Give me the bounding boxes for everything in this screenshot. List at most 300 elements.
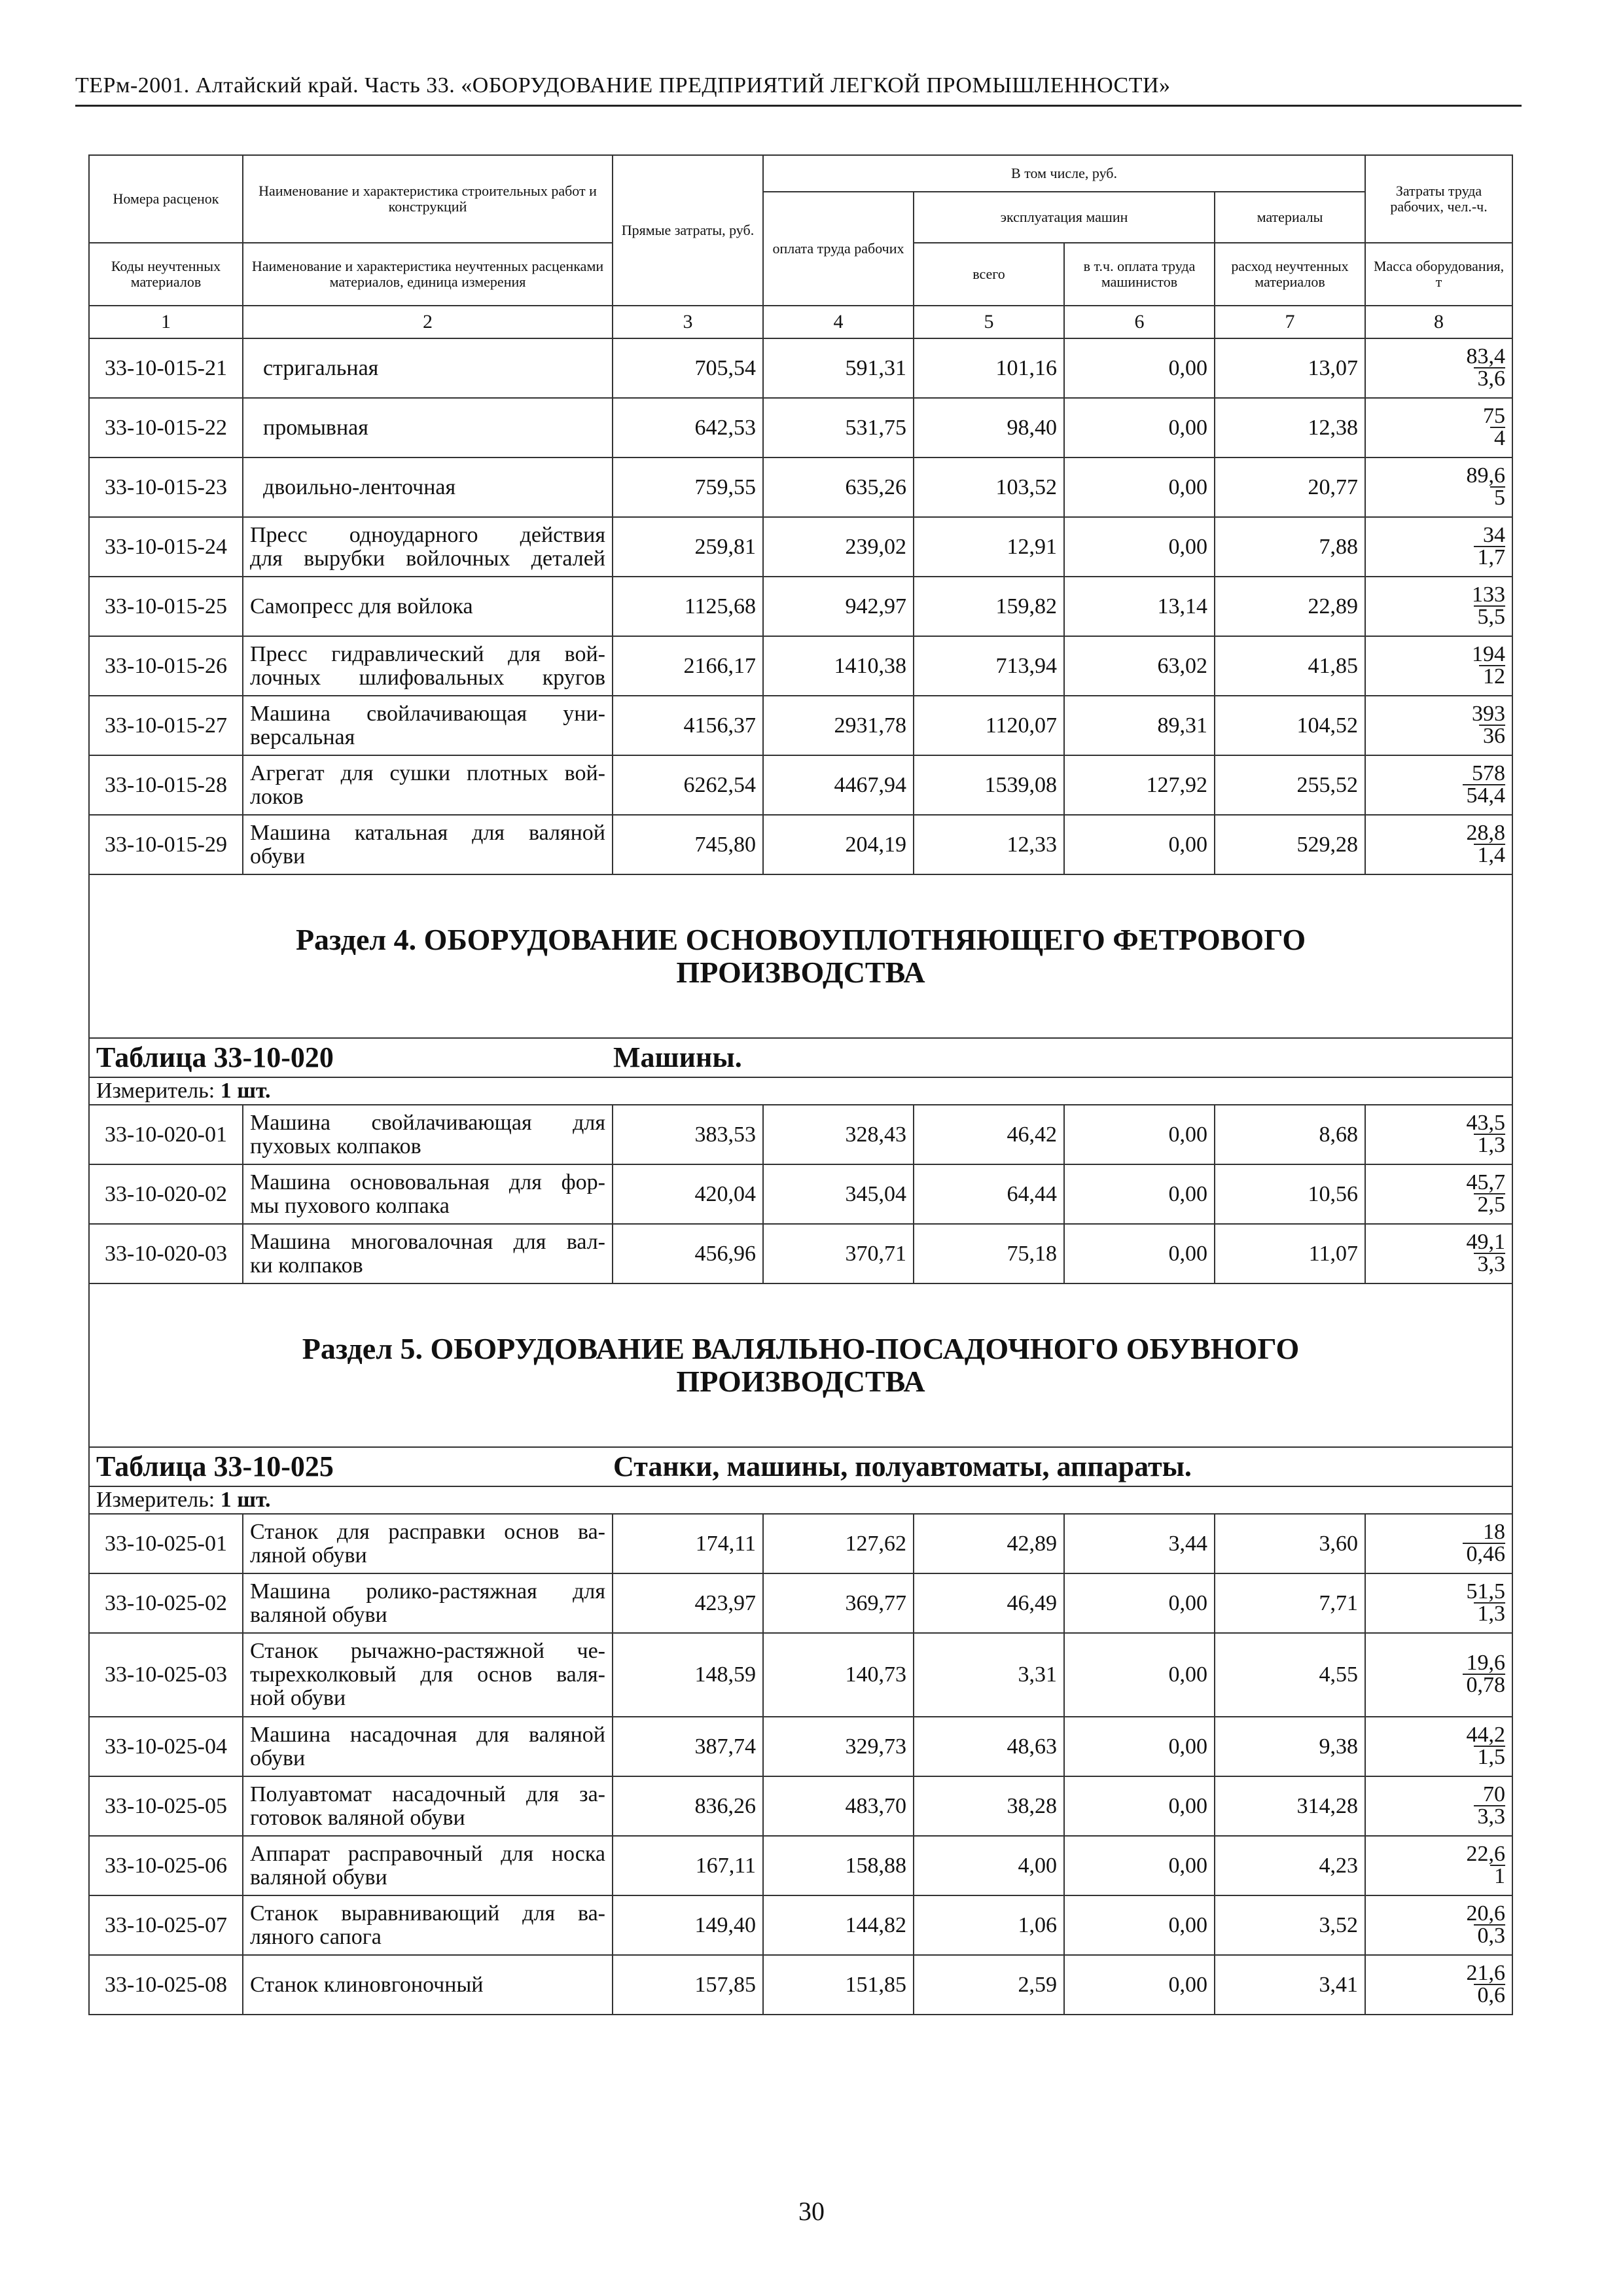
direct-costs: 383,53 [613,1105,763,1164]
table-row [89,1105,1512,1164]
direct-costs: 149,40 [613,1895,763,1955]
labor-pay: 127,62 [763,1514,914,1573]
machinist-pay: 0,00 [1064,1776,1215,1836]
machinist-pay: 0,00 [1064,398,1215,457]
labor-mass-fraction [1365,1955,1512,2015]
labor-mass-fraction [1365,1836,1512,1895]
mass-value: 36 [1479,725,1505,747]
labor-costs-value: 44,2 [1466,1722,1506,1747]
rate-code: 33-10-015-29 [89,815,243,874]
work-name [243,1224,613,1283]
labor-costs-value: 393 [1472,701,1506,726]
labor-pay: 635,26 [763,457,914,517]
materials-cost: 104,52 [1215,696,1365,755]
machine-total: 12,33 [914,815,1064,874]
materials-cost: 255,52 [1215,755,1365,815]
table-row [89,457,1512,517]
work-name [243,1164,613,1224]
work-name-line: для вырубки войлочных деталей [250,546,605,571]
work-name-line: валяной обуви [250,1865,387,1890]
labor-costs-value: 19,6 [1466,1651,1506,1675]
machine-total: 3,31 [914,1633,1064,1717]
labor-mass-fraction [1365,1224,1512,1283]
labor-costs-value: 133 [1472,582,1506,607]
mass-value: 0,6 [1474,1984,1506,2006]
rate-code: 33-10-020-01 [89,1105,243,1164]
labor-pay: 345,04 [763,1164,914,1224]
table-row [89,1573,1512,1633]
labor-costs-value: 43,5 [1466,1110,1506,1135]
work-name: двоильно-ленточная [243,457,613,517]
machinist-pay: 63,02 [1064,636,1215,696]
rate-code: 33-10-025-03 [89,1633,243,1717]
materials-cost: 41,85 [1215,636,1365,696]
direct-costs: 642,53 [613,398,763,457]
work-name [243,1514,613,1573]
rates-table [88,154,1513,2015]
table-row [89,755,1512,815]
machine-total-header: всего [914,243,1064,306]
labor-pay: 329,73 [763,1717,914,1776]
column-number: 1 [89,306,243,338]
including-header: В том числе, руб. [763,155,1365,192]
mass-value: 3,6 [1474,367,1506,389]
rate-code: 33-10-025-05 [89,1776,243,1836]
labor-pay: 328,43 [763,1105,914,1164]
direct-costs: 745,80 [613,815,763,874]
work-name [243,1717,613,1776]
machinist-pay: 0,00 [1064,1164,1215,1224]
work-name [243,517,613,577]
table-row [89,1836,1512,1895]
materials-header: материалы [1215,192,1365,243]
labor-costs-value: 34 [1483,522,1506,547]
labor-costs-value: 83,4 [1466,344,1506,368]
labor-pay: 942,97 [763,577,914,636]
machine-total: 98,40 [914,398,1064,457]
table-id: Таблица 33-10-020 [96,1041,334,1073]
labor-pay: 158,88 [763,1836,914,1895]
direct-costs: 759,55 [613,457,763,517]
labor-pay: 239,02 [763,517,914,577]
table-row [89,636,1512,696]
materials-cost: 7,88 [1215,517,1365,577]
rate-code: 33-10-015-26 [89,636,243,696]
direct-costs: 1125,68 [613,577,763,636]
machinist-pay: 127,92 [1064,755,1215,815]
work-name: Станок клиновгоночный [243,1955,613,2015]
rate-code: 33-10-015-21 [89,338,243,398]
direct-costs: 387,74 [613,1717,763,1776]
materials-cost: 7,71 [1215,1573,1365,1633]
materials-cost: 22,89 [1215,577,1365,636]
labor-costs-value: 22,6 [1466,1841,1506,1866]
column-number: 8 [1365,306,1512,338]
work-name-line: ляной обуви [250,1543,367,1568]
work-name-line: обуви [250,1746,306,1770]
section-title-line: ПРОИЗВОДСТВА [676,956,925,989]
section-title-line: Раздел 4. ОБОРУДОВАНИЕ ОСНОВОУПЛОТНЯЮЩЕГО ФЕТРОВОГО [295,923,1306,956]
machinist-pay: 13,14 [1064,577,1215,636]
machinist-pay: 0,00 [1064,1573,1215,1633]
machinist-pay: 3,44 [1064,1514,1215,1573]
machinist-pay: 0,00 [1064,1224,1215,1283]
work-name-line: Машина катальная для валяной [250,820,605,845]
work-name-line: Машина свойлачивающая уни- [250,701,605,726]
mass-value: 12 [1479,665,1505,687]
machinist-pay: 0,00 [1064,517,1215,577]
work-name-line: мы пухового колпака [250,1193,450,1218]
rate-code: 33-10-025-07 [89,1895,243,1955]
work-name-line: пуховых колпаков [250,1134,421,1158]
mass-value: 2,5 [1474,1193,1506,1215]
machinist-pay: 0,00 [1064,1895,1215,1955]
machine-total: 2,59 [914,1955,1064,2015]
rate-code: 33-10-025-01 [89,1514,243,1573]
work-name-line: версальная [250,725,355,749]
header-rule [75,105,1522,107]
table-row [89,696,1512,755]
table-caption [89,1038,1512,1077]
labor-mass-fraction [1365,338,1512,398]
labor-costs-value: 20,6 [1466,1901,1506,1926]
materials-use-header: расход неучтенных материалов [1215,243,1365,306]
direct-costs: 4156,37 [613,696,763,755]
section-title-line: Раздел 5. ОБОРУДОВАНИЕ ВАЛЯЛЬНО-ПОСАДОЧНОГО ОБУВНОГО [302,1332,1300,1365]
rate-code: 33-10-015-22 [89,398,243,457]
labor-pay: 144,82 [763,1895,914,1955]
table-caption-row [89,1038,1512,1077]
machine-total: 46,42 [914,1105,1064,1164]
labor-costs-value: 578 [1472,761,1506,785]
section-heading-row [89,874,1512,1038]
section-title-line: ПРОИЗВОДСТВА [676,1365,925,1398]
labor-pay: 151,85 [763,1955,914,2015]
direct-costs: 836,26 [613,1776,763,1836]
table-row [89,338,1512,398]
table-id: Таблица 33-10-025 [96,1450,334,1482]
labor-costs-value: 21,6 [1466,1960,1506,1985]
material-code-header: Коды неучтенных материалов [89,243,243,306]
labor-mass-fraction [1365,1105,1512,1164]
work-name [243,1633,613,1717]
labor-mass-fraction [1365,1776,1512,1836]
work-name-line: ной обуви [250,1686,346,1710]
mass-value: 5 [1490,486,1505,509]
work-name-line: тырехколковый для основ валя- [250,1662,605,1687]
table-name: Машины. [613,1041,742,1073]
machine-total: 48,63 [914,1717,1064,1776]
machinist-pay: 0,00 [1064,338,1215,398]
labor-costs-value: 70 [1483,1782,1506,1806]
rate-code-header: Номера расценок [89,155,243,243]
work-name [243,755,613,815]
column-number: 4 [763,306,914,338]
labor-mass-fraction [1365,398,1512,457]
mass-value: 1,3 [1474,1134,1506,1156]
work-name-line: локов [250,784,304,809]
column-number: 3 [613,306,763,338]
unit-label: Измеритель: [96,1488,215,1512]
unit-line [89,1077,1512,1105]
table-row [89,577,1512,636]
labor-mass-fraction [1365,1895,1512,1955]
mass-value: 1 [1490,1865,1505,1887]
table-row [89,1633,1512,1717]
machine-total: 101,16 [914,338,1064,398]
materials-cost: 3,41 [1215,1955,1365,2015]
direct-costs: 2166,17 [613,636,763,696]
rate-code: 33-10-015-23 [89,457,243,517]
machine-total: 713,94 [914,636,1064,696]
table-row [89,1164,1512,1224]
materials-cost: 12,38 [1215,398,1365,457]
labor-pay-header: оплата труда рабочих [763,192,914,306]
direct-costs: 157,85 [613,1955,763,2015]
labor-costs-value: 18 [1483,1519,1506,1544]
section-4-title [89,874,1512,1038]
labor-pay: 591,31 [763,338,914,398]
work-name [243,636,613,696]
page-number: 30 [798,2197,825,2226]
labor-mass-fraction [1365,457,1512,517]
table-row [89,1955,1512,2015]
labor-mass-fraction [1365,1717,1512,1776]
labor-pay: 1410,38 [763,636,914,696]
machine-ops-header: эксплуатация машин [914,192,1215,243]
work-name-line: Машина ролико-растяжная для [250,1579,605,1604]
work-name-line: готовок валяной обуви [250,1805,465,1830]
unit-label: Измеритель: [96,1079,215,1103]
materials-cost: 13,07 [1215,338,1365,398]
table-row [89,1514,1512,1573]
labor-mass-fraction [1365,636,1512,696]
work-name-line: Машина многовалочная для вал- [250,1229,605,1254]
labor-costs-value: 49,1 [1466,1229,1506,1254]
column-number: 6 [1064,306,1215,338]
materials-cost: 9,38 [1215,1717,1365,1776]
labor-costs-header: Затраты труда рабочих, чел.-ч. [1365,155,1512,243]
machine-total: 75,18 [914,1224,1064,1283]
rate-code: 33-10-025-02 [89,1573,243,1633]
unit-value: 1 шт. [220,1079,271,1103]
materials-cost: 8,68 [1215,1105,1365,1164]
labor-pay: 4467,94 [763,755,914,815]
labor-pay: 483,70 [763,1776,914,1836]
labor-pay: 370,71 [763,1224,914,1283]
table-row [89,1717,1512,1776]
labor-pay: 140,73 [763,1633,914,1717]
labor-costs-value: 45,7 [1466,1170,1506,1194]
work-name [243,1573,613,1633]
work-name-line: Пресс гидравлический для вой- [250,641,605,666]
machinist-pay: 0,00 [1064,815,1215,874]
labor-mass-fraction [1365,577,1512,636]
machine-total: 42,89 [914,1514,1064,1573]
machine-total: 64,44 [914,1164,1064,1224]
labor-mass-fraction [1365,755,1512,815]
mass-value: 4 [1490,427,1505,449]
work-name [243,1776,613,1836]
labor-mass-fraction [1365,1633,1512,1717]
materials-cost: 4,23 [1215,1836,1365,1895]
work-name: Самопресс для войлока [243,577,613,636]
work-name-line: Машина основовальная для фор- [250,1170,605,1194]
materials-cost: 3,60 [1215,1514,1365,1573]
work-name [243,815,613,874]
section-heading-row [89,1283,1512,1447]
unit-value: 1 шт. [220,1488,271,1512]
materials-cost: 314,28 [1215,1776,1365,1836]
mass-value: 1,4 [1474,844,1506,866]
labor-mass-fraction [1365,1573,1512,1633]
materials-cost: 11,07 [1215,1224,1365,1283]
mass-value: 0,78 [1463,1674,1506,1696]
direct-costs: 6262,54 [613,755,763,815]
work-name-line: обуви [250,844,306,869]
machinist-pay: 0,00 [1064,457,1215,517]
mass-value: 5,5 [1474,605,1506,628]
unit-row [89,1486,1512,1514]
work-name-line: Машина насадочная для валяной [250,1722,605,1747]
work-name [243,1105,613,1164]
rate-code: 33-10-025-08 [89,1955,243,2015]
direct-costs: 423,97 [613,1573,763,1633]
machinist-pay: 0,00 [1064,1955,1215,2015]
work-name-line: Полуавтомат насадочный для за- [250,1782,605,1806]
labor-mass-fraction [1365,696,1512,755]
machinist-pay: 0,00 [1064,1717,1215,1776]
work-name-line: Станок рычажно-растяжной че- [250,1639,605,1663]
rate-code: 33-10-015-25 [89,577,243,636]
material-name-header: Наименование и характеристика неучтенных расценками материалов, единица измерения [243,243,613,306]
work-name-line: Станок для расправки основ ва- [250,1519,605,1544]
mass-value: 1,5 [1474,1746,1506,1768]
machinist-pay: 0,00 [1064,1633,1215,1717]
rate-code: 33-10-020-03 [89,1224,243,1283]
labor-costs-value: 89,6 [1466,463,1506,488]
work-name-line: Пресс одноударного действия [250,522,605,547]
labor-costs-value: 51,5 [1466,1579,1506,1604]
table-row [89,815,1512,874]
machine-total: 46,49 [914,1573,1064,1633]
labor-pay: 204,19 [763,815,914,874]
mass-value: 3,3 [1474,1253,1506,1275]
machine-total: 159,82 [914,577,1064,636]
rate-code: 33-10-020-02 [89,1164,243,1224]
machine-total: 12,91 [914,517,1064,577]
mass-value: 1,7 [1474,546,1506,568]
labor-costs-value: 75 [1483,403,1506,428]
work-name-line: Агрегат для сушки плотных вой- [250,761,605,785]
direct-costs: 456,96 [613,1224,763,1283]
work-name [243,1895,613,1955]
work-name-header: Наименование и характеристика строительных работ и конструкций [243,155,613,243]
machine-total: 1120,07 [914,696,1064,755]
table-row [89,1895,1512,1955]
column-number: 2 [243,306,613,338]
mass-header: Масса оборудования, т [1365,243,1512,306]
column-number: 7 [1215,306,1365,338]
machinist-pay: 0,00 [1064,1836,1215,1895]
work-name-line: ляного сапога [250,1924,382,1949]
mass-value: 3,3 [1474,1805,1506,1827]
table-name: Станки, машины, полуавтоматы, аппараты. [613,1450,1192,1482]
running-header: ТЕРм-2001. Алтайский край. Часть 33. «ОБОРУДОВАНИЕ ПРЕДПРИЯТИЙ ЛЕГКОЙ ПРОМЫШЛЕННОСТИ» [75,73,1171,98]
labor-costs-value: 28,8 [1466,820,1506,845]
table-row [89,1776,1512,1836]
table-row [89,517,1512,577]
materials-cost: 3,52 [1215,1895,1365,1955]
machinist-pay: 89,31 [1064,696,1215,755]
labor-costs-value: 194 [1472,641,1506,666]
table-caption-row [89,1447,1512,1486]
materials-cost: 20,77 [1215,457,1365,517]
labor-pay: 369,77 [763,1573,914,1633]
unit-row [89,1077,1512,1105]
work-name [243,696,613,755]
table-caption [89,1447,1512,1486]
work-name: стригальная [243,338,613,398]
labor-mass-fraction [1365,517,1512,577]
machine-total: 38,28 [914,1776,1064,1836]
mass-value: 1,3 [1474,1602,1506,1624]
direct-costs: 259,81 [613,517,763,577]
materials-cost: 4,55 [1215,1633,1365,1717]
work-name-line: Машина свойлачивающая для [250,1110,605,1135]
direct-costs: 705,54 [613,338,763,398]
mass-value: 54,4 [1463,784,1506,806]
work-name-line: Аппарат расправочный для носка [250,1841,605,1866]
work-name [243,1836,613,1895]
machine-total: 4,00 [914,1836,1064,1895]
direct-costs: 420,04 [613,1164,763,1224]
work-name-line: валяной обуви [250,1602,387,1627]
table-row [89,398,1512,457]
direct-costs: 148,59 [613,1633,763,1717]
mass-value: 0,3 [1474,1924,1506,1946]
section-5-title [89,1283,1512,1447]
direct-costs: 167,11 [613,1836,763,1895]
direct-costs-header: Прямые затраты, руб. [613,155,763,306]
labor-pay: 2931,78 [763,696,914,755]
unit-line [89,1486,1512,1514]
rate-code: 33-10-025-06 [89,1836,243,1895]
table-row [89,1224,1512,1283]
rate-code: 33-10-015-24 [89,517,243,577]
machine-total: 1539,08 [914,755,1064,815]
column-number: 5 [914,306,1064,338]
rate-code: 33-10-015-27 [89,696,243,755]
machine-total: 103,52 [914,457,1064,517]
mass-value: 0,46 [1463,1543,1506,1565]
rate-code: 33-10-025-04 [89,1717,243,1776]
labor-mass-fraction [1365,1164,1512,1224]
machinist-pay-header: в т.ч. оплата труда машинистов [1064,243,1215,306]
work-name-line: ки колпаков [250,1253,363,1278]
work-name: промывная [243,398,613,457]
labor-mass-fraction [1365,1514,1512,1573]
work-name-line: лочных шлифовальных кругов [250,665,605,690]
labor-pay: 531,75 [763,398,914,457]
materials-cost: 10,56 [1215,1164,1365,1224]
direct-costs: 174,11 [613,1514,763,1573]
materials-cost: 529,28 [1215,815,1365,874]
labor-mass-fraction [1365,815,1512,874]
work-name-line: Станок выравнивающий для ва- [250,1901,605,1926]
machinist-pay: 0,00 [1064,1105,1215,1164]
rate-code: 33-10-015-28 [89,755,243,815]
